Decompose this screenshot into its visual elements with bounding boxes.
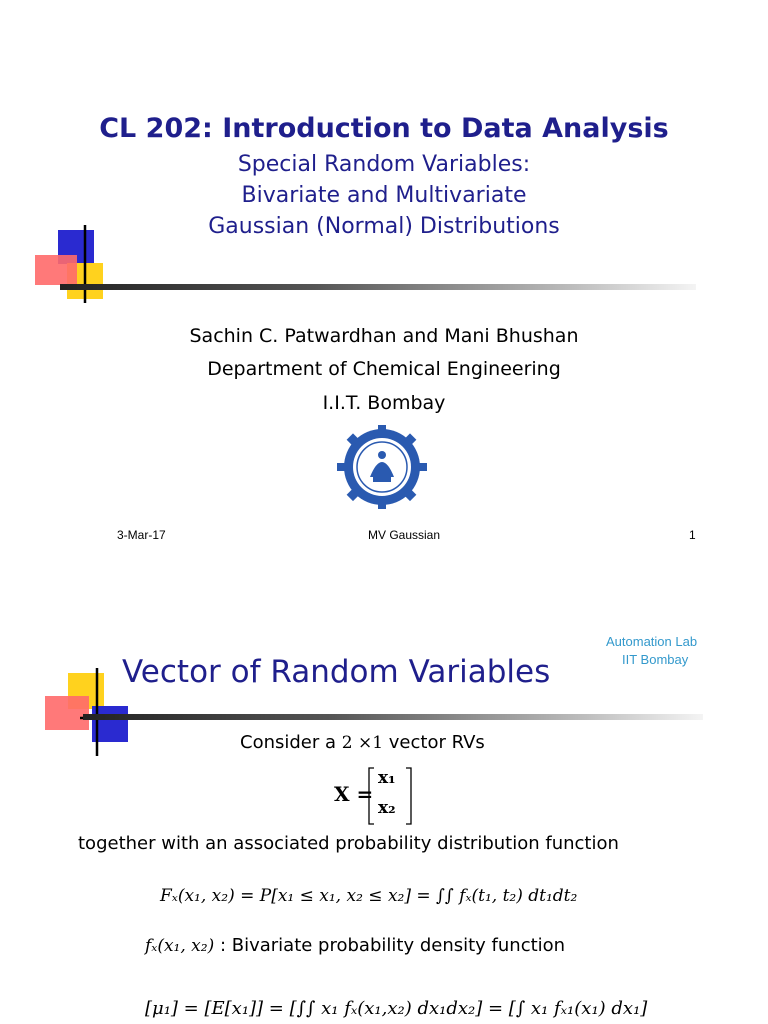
consider-suffix: vector RVs: [388, 732, 485, 753]
vector-entry-1: x₁: [378, 768, 396, 788]
slide-title: Vector of Random Variables: [122, 654, 551, 690]
course-title: CL 202: Introduction to Data Analysis: [99, 113, 669, 144]
authors: Sachin C. Patwardhan and Mani Bhushan: [189, 325, 579, 347]
cdf-equation: Fₓ(x₁, x₂) = P[x₁ ≤ x₁, x₂ ≤ x₂] = ∫∫ fₓ(t₁, t₂) dt₁dt₂: [160, 886, 578, 906]
subtitle-line-2: Bivariate and Multivariate: [241, 183, 527, 208]
consider-prefix: Consider a: [240, 732, 337, 753]
pdf-line: [145, 935, 565, 956]
iit-bombay-seal-logo: [337, 425, 427, 509]
footer-date: 3-Mar-17: [117, 528, 166, 542]
mean-equation: [μ₁] = [E[x₁]] = [∫∫ x₁ fₓ(x₁,x₂) dx₁dx₂] = [∫ x₁ fₓ₁(x₁) dx₁]: [145, 998, 648, 1019]
pdf-symbol: fₓ(x₁, x₂): [145, 936, 215, 956]
footer-center-title: MV Gaussian: [368, 528, 441, 542]
footer-page-number: 1: [689, 528, 696, 542]
subtitle-line-3: Gaussian (Normal) Distributions: [208, 214, 560, 239]
lab-institute: IIT Bombay: [622, 652, 689, 667]
consider-dims: 2 ×1: [341, 733, 384, 753]
together-text: together with an associated probability distribution function: [78, 833, 619, 854]
consider-line: [240, 732, 485, 753]
slide-decoration-squares-2: [40, 668, 135, 758]
department: Department of Chemical Engineering: [207, 358, 561, 380]
title-divider-bar: [60, 284, 696, 290]
pdf-text: : Bivariate probability density function: [219, 935, 566, 956]
lab-name: Automation Lab: [606, 634, 698, 649]
vector-entry-2: x₂: [378, 798, 396, 818]
vector-lhs: X =: [334, 782, 374, 806]
slide-2: [0, 576, 768, 1024]
institute: I.I.T. Bombay: [322, 392, 446, 414]
title-divider-bar: [83, 714, 703, 720]
subtitle-line-1: Special Random Variables:: [237, 152, 531, 177]
